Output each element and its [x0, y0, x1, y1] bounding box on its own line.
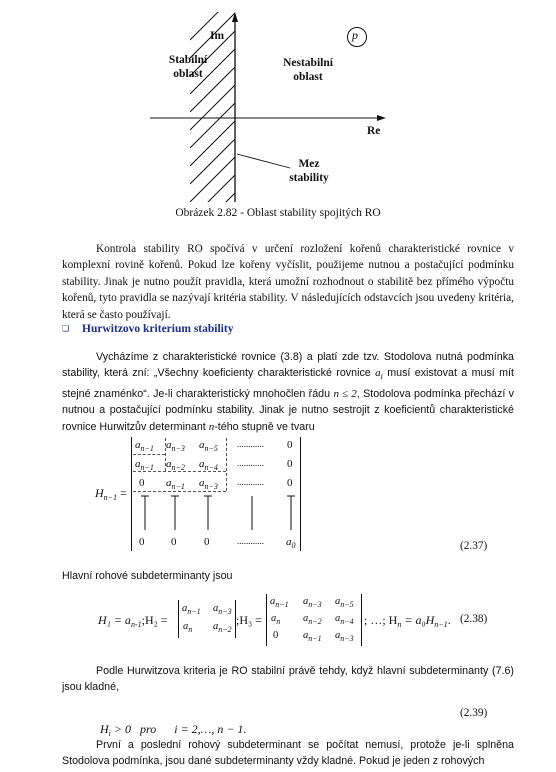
- unstable-region-line-1: Nestabilní: [283, 57, 333, 69]
- matrix-cell: $a_{n-3}$: [166, 439, 185, 453]
- matrix-cell: $a_{n-3}$: [199, 477, 218, 491]
- matrix-cell: $a_{n-1}$: [166, 477, 185, 491]
- criterion-text: Podle Hurwitzova kriteria je RO stabilní právě tehdy, když hlavní subdeterminanty (7.6) jsou kladné,: [62, 665, 514, 694]
- minor-cell: $a_{n-2}$: [213, 621, 232, 634]
- minor-cell: $a_{n-1}$: [270, 596, 289, 609]
- matrix-cell: $a_{n-1}$: [135, 439, 154, 453]
- matrix-cell: 0: [287, 439, 293, 451]
- hurwitz-text-2: musí existovat a musí mít stejné znaménko“. Je-li charakteristický mnohočlen řádu: [62, 367, 514, 400]
- hurwitz-matrix-lhs: $H_{n-1}$ =: [95, 486, 127, 502]
- minor-cell: $a_n$: [271, 613, 281, 626]
- minor-cell: $a_{n-1}$: [303, 630, 322, 643]
- boundary-line-2: stability: [289, 172, 329, 184]
- minor-cell: $a_{n-3}$: [213, 603, 232, 616]
- unstable-region-line-2: oblast: [293, 71, 323, 83]
- last-paragraph: [62, 737, 514, 770]
- hurwitz-text-1: Vycházíme z charakteristické rovnice (3.8) a platí zde tzv. Stodolova nutná podmínka stability, která zní: „Všechny koeficienty charakteristické rovnice: [62, 351, 514, 380]
- matrix-cell: ............: [237, 477, 264, 487]
- intro-paragraph: [62, 241, 514, 323]
- matrix-cell: 0: [139, 536, 145, 548]
- matrix-cell: $a_{n-1}$: [135, 458, 154, 472]
- minor-h2-matrix: [178, 600, 236, 638]
- stability-boundary-label: [281, 157, 337, 185]
- stable-region-label: [158, 53, 218, 81]
- criterion-paragraph: [62, 663, 514, 696]
- unstable-region-label: [273, 56, 343, 84]
- complex-plane-diagram: [0, 0, 556, 215]
- minor-h3-matrix: [266, 594, 362, 646]
- matrix-cell: 0: [204, 536, 210, 548]
- order-condition: n ≤ 2: [333, 387, 357, 400]
- stable-region-line-1: Stabilní: [168, 54, 208, 66]
- section-title: Hurwitzovo kriterium stability: [82, 323, 234, 335]
- minor-cell: $a_{n-3}$: [335, 630, 354, 643]
- minor-h3-label: ;H₃ =: [236, 613, 262, 627]
- last-text: První a poslední rohový subdeterminant se počítat nemusí, protože je-li splněna Stodolova podmínka, jsou dané subdeterminanty vždy kladné. Pokud je jeden z rohových: [62, 739, 514, 768]
- stability-condition: $H_i > 0$ pro i = 2,…, n − 1.: [100, 722, 247, 738]
- axis-im-label: Im: [210, 30, 225, 42]
- axis-re-label: Re: [367, 125, 381, 137]
- degree-symbol: n: [208, 420, 215, 433]
- minor-cell: $a_{n-5}$: [335, 596, 354, 609]
- matrix-cell: $a_{n-4}$: [199, 458, 218, 472]
- minor-cell: $a_{n-2}$: [303, 613, 322, 626]
- matrix-cell: 0: [139, 477, 145, 489]
- figure-caption: Obrázek 2.82 - Oblast stability spojitých RO: [175, 207, 381, 219]
- matrix-cell: 0: [171, 536, 177, 548]
- main-minors-label: Hlavní rohové subdeterminanty jsou: [62, 570, 233, 582]
- hurwitz-text-3: , Stodolova podmínka přechází v nutnou a postačující podmínku stability. Jinak je nutno sestrojit z koeficientů charakteristické rovnice Hurwitzův determinant: [62, 387, 514, 433]
- intro-text: Kontrola stability RO spočívá v určení rozložení kořenů charakteristické rovnice v komplexní rovině kořenů. Pokud lze kořeny vyčíslit, použijeme nutnou a postačující podmínku stability. Jinak je nutno použít pravidla, která umožní rozhodnout o stabilitě bez přímého výpočtu kořenů, tyto pravidla se nazývají kritéria stability. V následujících odstavcích jsou uvedeny kritéria, která se často používají.: [62, 243, 514, 321]
- boundary-line-1: Mez: [298, 158, 320, 170]
- plane-symbol: p: [352, 28, 358, 42]
- matrix-cell: 0: [287, 477, 293, 489]
- matrix-cell: ............: [237, 458, 264, 468]
- minors-equation: $H_1 = a_{n-1};H_2$ =: [98, 613, 168, 629]
- real-axis-arrow: [377, 115, 386, 121]
- imaginary-axis-arrow: [232, 12, 238, 22]
- matrix-cell: 0: [287, 458, 293, 470]
- hurwitz-text-4: -tého stupně ve tvaru: [214, 420, 315, 433]
- stability-region-figure: [0, 0, 556, 215]
- coefficient-symbol: $a_i$: [375, 367, 383, 382]
- equation-number-2-37: (2.37): [460, 540, 488, 552]
- minor-cell: $a_{n-1}$: [182, 603, 201, 616]
- matrix-dash-h1: [133, 454, 165, 455]
- minor-cell: 0: [273, 630, 279, 641]
- minor-cell: $a_{n-4}$: [335, 613, 354, 626]
- stable-region-line-2: oblast: [173, 68, 203, 80]
- matrix-continuation-lines: [131, 492, 301, 534]
- minor-cell: $a_{n-3}$: [303, 596, 322, 609]
- matrix-dash-v2: [226, 438, 227, 491]
- hurwitz-paragraph: [62, 349, 514, 435]
- equation-number-2-38: (2.38): [460, 613, 488, 625]
- minors-tail: ; …; $H_n = a_0H_{n-1}$.: [364, 613, 451, 629]
- equation-number-2-39: (2.39): [460, 707, 488, 719]
- matrix-cell: ............: [237, 536, 264, 546]
- matrix-cell: $a_{n-5}$: [199, 439, 218, 453]
- section-bullet: ❑: [62, 324, 70, 333]
- matrix-cell: $a_0$: [286, 536, 296, 550]
- minor-cell: $a_n$: [183, 621, 193, 634]
- matrix-cell: $a_{n-2}$: [166, 458, 185, 472]
- matrix-cell: ............: [237, 439, 264, 449]
- section-heading: [62, 323, 233, 335]
